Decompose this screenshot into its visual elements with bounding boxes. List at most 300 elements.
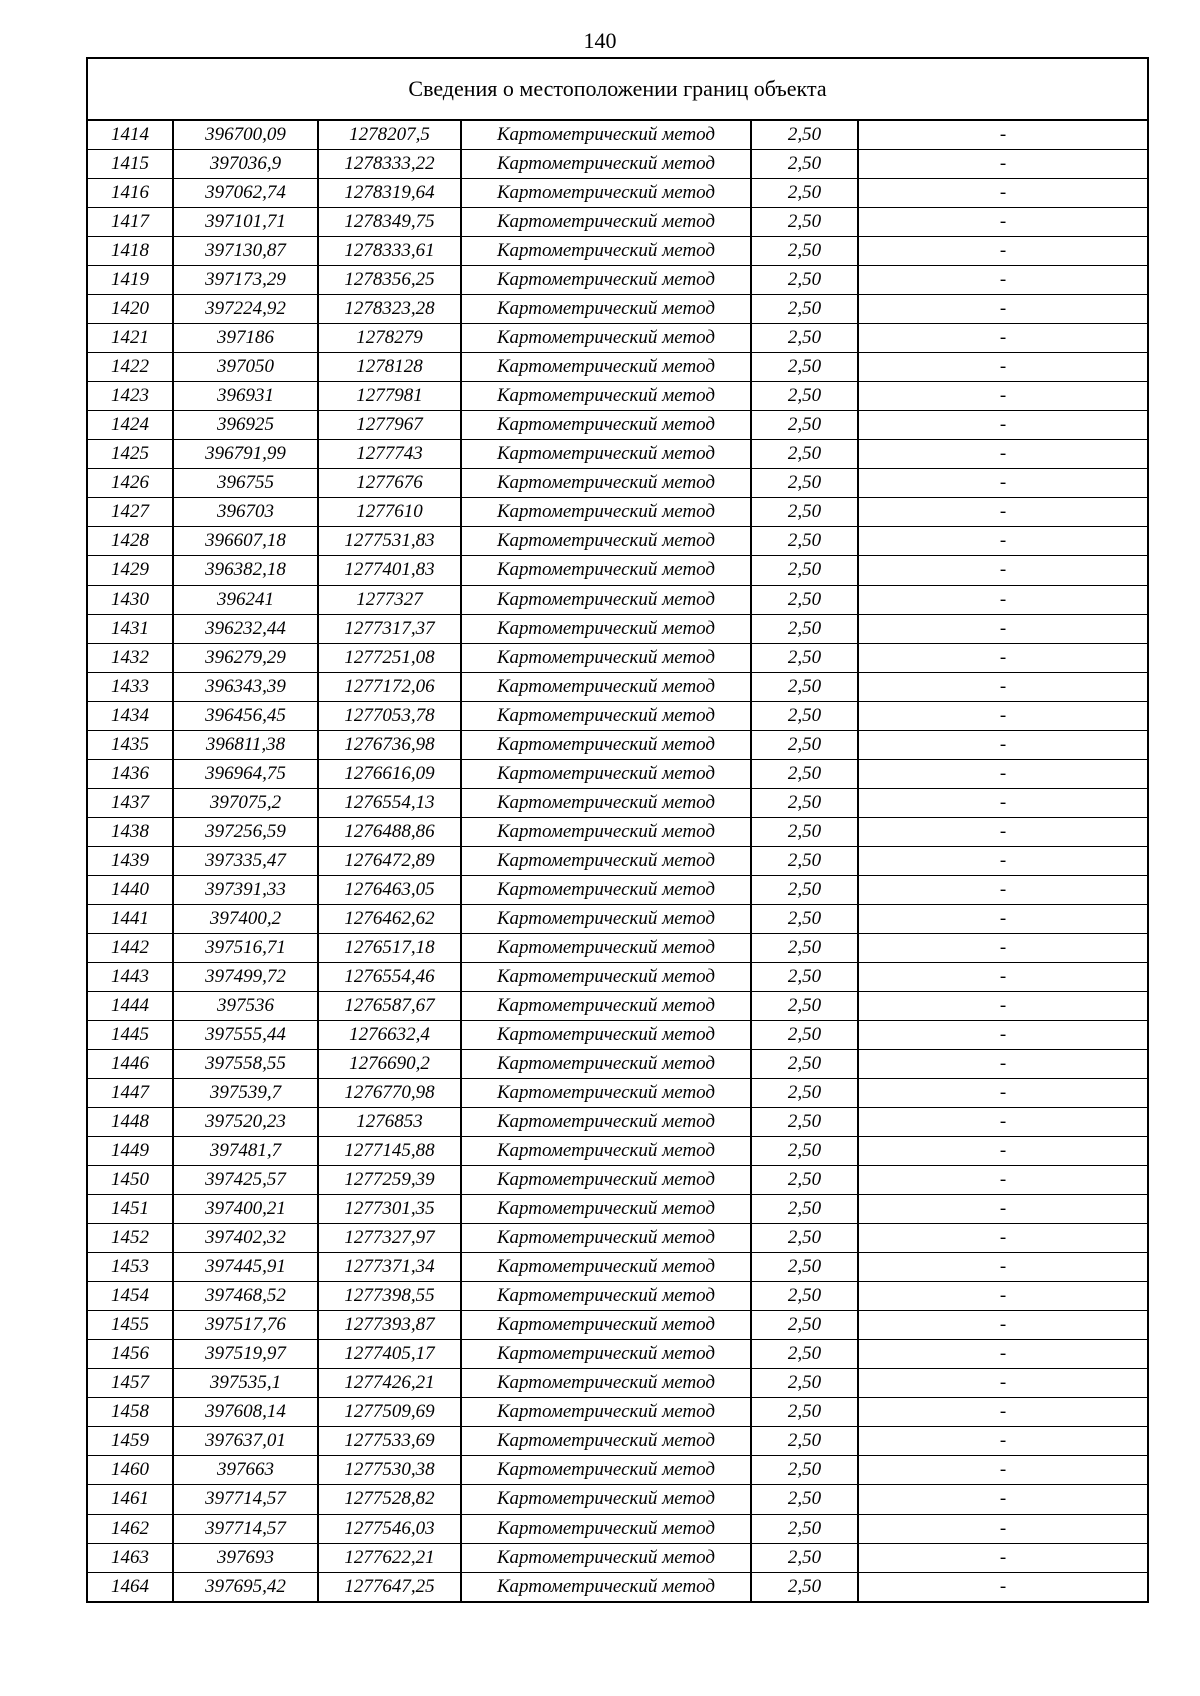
accuracy-cell: 2,50 (751, 962, 858, 991)
y-coordinate-cell: 1278128 (318, 353, 461, 382)
point-number-cell: 1461 (88, 1485, 173, 1514)
x-coordinate-cell: 397516,71 (173, 933, 318, 962)
table-row (88, 701, 1147, 730)
coordinates-table-body (88, 121, 1147, 1601)
point-number-cell: 1444 (88, 991, 173, 1020)
accuracy-cell: 2,50 (751, 295, 858, 324)
y-coordinate-cell: 1276587,67 (318, 991, 461, 1020)
y-coordinate-cell: 1276632,4 (318, 1020, 461, 1049)
y-coordinate-cell: 1277647,25 (318, 1572, 461, 1601)
accuracy-cell: 2,50 (751, 730, 858, 759)
description-cell: - (858, 846, 1147, 875)
point-number-cell: 1427 (88, 498, 173, 527)
method-cell: Картометрический метод (461, 1427, 751, 1456)
table-row (88, 208, 1147, 237)
point-number-cell: 1441 (88, 904, 173, 933)
table-row (88, 237, 1147, 266)
method-cell: Картометрический метод (461, 933, 751, 962)
point-number-cell: 1435 (88, 730, 173, 759)
y-coordinate-cell: 1278279 (318, 324, 461, 353)
point-number-cell: 1458 (88, 1398, 173, 1427)
point-number-cell: 1443 (88, 962, 173, 991)
accuracy-cell: 2,50 (751, 498, 858, 527)
x-coordinate-cell: 397608,14 (173, 1398, 318, 1427)
accuracy-cell: 2,50 (751, 1224, 858, 1253)
accuracy-cell: 2,50 (751, 1311, 858, 1340)
point-number-cell: 1433 (88, 672, 173, 701)
y-coordinate-cell: 1278323,28 (318, 295, 461, 324)
description-cell: - (858, 1166, 1147, 1195)
y-coordinate-cell: 1277426,21 (318, 1369, 461, 1398)
accuracy-cell: 2,50 (751, 1572, 858, 1601)
point-number-cell: 1448 (88, 1108, 173, 1137)
x-coordinate-cell: 397555,44 (173, 1020, 318, 1049)
description-cell: - (858, 1369, 1147, 1398)
y-coordinate-cell: 1277530,38 (318, 1456, 461, 1485)
y-coordinate-cell: 1276488,86 (318, 817, 461, 846)
accuracy-cell: 2,50 (751, 701, 858, 730)
y-coordinate-cell: 1277622,21 (318, 1543, 461, 1572)
method-cell: Картометрический метод (461, 1282, 751, 1311)
x-coordinate-cell: 397400,2 (173, 904, 318, 933)
y-coordinate-cell: 1277327,97 (318, 1224, 461, 1253)
x-coordinate-cell: 397499,72 (173, 962, 318, 991)
y-coordinate-cell: 1276853 (318, 1108, 461, 1137)
point-number-cell: 1434 (88, 701, 173, 730)
y-coordinate-cell: 1277398,55 (318, 1282, 461, 1311)
table-row (88, 585, 1147, 614)
table-row (88, 672, 1147, 701)
method-cell: Картометрический метод (461, 208, 751, 237)
y-coordinate-cell: 1277145,88 (318, 1137, 461, 1166)
y-coordinate-cell: 1277393,87 (318, 1311, 461, 1340)
table-row (88, 1369, 1147, 1398)
accuracy-cell: 2,50 (751, 1020, 858, 1049)
y-coordinate-cell: 1276517,18 (318, 933, 461, 962)
method-cell: Картометрический метод (461, 353, 751, 382)
description-cell: - (858, 701, 1147, 730)
description-cell: - (858, 266, 1147, 295)
method-cell: Картометрический метод (461, 614, 751, 643)
y-coordinate-cell: 1276472,89 (318, 846, 461, 875)
method-cell: Картометрический метод (461, 991, 751, 1020)
point-number-cell: 1418 (88, 237, 173, 266)
table-row (88, 1427, 1147, 1456)
point-number-cell: 1416 (88, 179, 173, 208)
point-number-cell: 1420 (88, 295, 173, 324)
accuracy-cell: 2,50 (751, 1398, 858, 1427)
x-coordinate-cell: 397075,2 (173, 788, 318, 817)
x-coordinate-cell: 397050 (173, 353, 318, 382)
point-number-cell: 1446 (88, 1050, 173, 1079)
y-coordinate-cell: 1276463,05 (318, 875, 461, 904)
method-cell: Картометрический метод (461, 469, 751, 498)
table-row (88, 1050, 1147, 1079)
x-coordinate-cell: 396791,99 (173, 440, 318, 469)
x-coordinate-cell: 397400,21 (173, 1195, 318, 1224)
method-cell: Картометрический метод (461, 759, 751, 788)
description-cell: - (858, 498, 1147, 527)
description-cell: - (858, 1079, 1147, 1108)
method-cell: Картометрический метод (461, 150, 751, 179)
x-coordinate-cell: 397256,59 (173, 817, 318, 846)
page-number: 140 (583, 28, 617, 53)
method-cell: Картометрический метод (461, 846, 751, 875)
table-row (88, 1137, 1147, 1166)
accuracy-cell: 2,50 (751, 150, 858, 179)
table-row (88, 1166, 1147, 1195)
point-number-cell: 1449 (88, 1137, 173, 1166)
accuracy-cell: 2,50 (751, 1456, 858, 1485)
description-cell: - (858, 556, 1147, 585)
x-coordinate-cell: 397036,9 (173, 150, 318, 179)
description-cell: - (999, 1575, 1007, 1597)
x-coordinate-cell: 397714,57 (173, 1514, 318, 1543)
method-cell: Картометрический метод (461, 556, 751, 585)
accuracy-cell: 2,50 (751, 121, 858, 150)
point-number-cell: 1456 (88, 1340, 173, 1369)
table-row (88, 933, 1147, 962)
x-coordinate-cell: 396232,44 (173, 614, 318, 643)
method-cell: Картометрический метод (461, 1195, 751, 1224)
y-coordinate-cell: 1278356,25 (318, 266, 461, 295)
method-cell: Картометрический метод (461, 1340, 751, 1369)
method-cell: Картометрический метод (461, 672, 751, 701)
description-cell: - (858, 759, 1147, 788)
y-coordinate-cell: 1277533,69 (318, 1427, 461, 1456)
description-cell: - (858, 788, 1147, 817)
x-coordinate-cell: 397539,7 (173, 1079, 318, 1108)
method-cell: Картометрический метод (461, 701, 751, 730)
y-coordinate-cell: 1277676 (318, 469, 461, 498)
point-number-cell: 1445 (88, 1020, 173, 1049)
table-row (88, 411, 1147, 440)
x-coordinate-cell: 397468,52 (173, 1282, 318, 1311)
point-number-cell: 1442 (88, 933, 173, 962)
x-coordinate-cell: 397558,55 (173, 1050, 318, 1079)
y-coordinate-cell: 1278333,61 (318, 237, 461, 266)
accuracy-cell: 2,50 (751, 469, 858, 498)
accuracy-cell: 2,50 (751, 991, 858, 1020)
x-coordinate-cell: 397224,92 (173, 295, 318, 324)
x-coordinate-cell: 397663 (173, 1456, 318, 1485)
point-number-cell: 1425 (88, 440, 173, 469)
method-cell: Картометрический метод (461, 1369, 751, 1398)
point-number-cell: 1414 (88, 121, 173, 150)
x-coordinate-cell: 396964,75 (173, 759, 318, 788)
accuracy-cell: 2,50 (751, 759, 858, 788)
method-cell: Картометрический метод (461, 1311, 751, 1340)
x-coordinate-cell: 397481,7 (173, 1137, 318, 1166)
method-cell: Картометрический метод (461, 1398, 751, 1427)
x-coordinate-cell: 396607,18 (173, 527, 318, 556)
accuracy-cell: 2,50 (751, 353, 858, 382)
accuracy-cell: 2,50 (751, 208, 858, 237)
method-cell: Картометрический метод (461, 266, 751, 295)
table-row (88, 614, 1147, 643)
table-row (88, 1079, 1147, 1108)
table-row (88, 875, 1147, 904)
point-number-cell: 1450 (88, 1166, 173, 1195)
table-row (88, 1514, 1147, 1543)
y-coordinate-cell: 1276736,98 (318, 730, 461, 759)
table-row (88, 962, 1147, 991)
description-cell: - (858, 179, 1147, 208)
method-cell: Картометрический метод (461, 817, 751, 846)
x-coordinate-cell: 397693 (173, 1543, 318, 1572)
point-number-cell: 1451 (88, 1195, 173, 1224)
point-number-cell: 1432 (88, 643, 173, 672)
y-coordinate-cell: 1277259,39 (318, 1166, 461, 1195)
y-coordinate-cell: 1277546,03 (318, 1514, 461, 1543)
method-cell: Картометрический метод (461, 1456, 751, 1485)
point-number-cell: 1460 (88, 1456, 173, 1485)
method-cell: Картометрический метод (461, 1572, 751, 1601)
description-cell: - (858, 1253, 1147, 1282)
accuracy-cell: 2,50 (751, 382, 858, 411)
x-coordinate-cell: 397425,57 (173, 1166, 318, 1195)
x-coordinate-cell: 397101,71 (173, 208, 318, 237)
coordinates-table (88, 121, 1147, 1601)
table-row (88, 1224, 1147, 1253)
point-number-cell: 1459 (88, 1427, 173, 1456)
method-cell: Картометрический метод (461, 1224, 751, 1253)
method-cell: Картометрический метод (461, 962, 751, 991)
accuracy-cell: 2,50 (751, 324, 858, 353)
point-number-cell: 1440 (88, 875, 173, 904)
description-cell: - (858, 1340, 1147, 1369)
accuracy-cell: 2,50 (751, 1543, 858, 1572)
accuracy-cell: 2,50 (751, 1369, 858, 1398)
point-number-cell: 1453 (88, 1253, 173, 1282)
y-coordinate-cell: 1277251,08 (318, 643, 461, 672)
description-cell: - (858, 1108, 1147, 1137)
point-number-cell: 1437 (88, 788, 173, 817)
method-cell: Картометрический метод (461, 1166, 751, 1195)
x-coordinate-cell: 396279,29 (173, 643, 318, 672)
point-number-cell: 1463 (88, 1543, 173, 1572)
x-coordinate-cell: 396703 (173, 498, 318, 527)
method-cell: Картометрический метод (461, 1108, 751, 1137)
table-row (88, 324, 1147, 353)
point-number-cell: 1421 (88, 324, 173, 353)
method-cell: Картометрический метод (461, 324, 751, 353)
table-row (88, 353, 1147, 382)
accuracy-cell: 2,50 (751, 1253, 858, 1282)
y-coordinate-cell: 1278333,22 (318, 150, 461, 179)
table-row (88, 1340, 1147, 1369)
accuracy-cell: 2,50 (751, 1514, 858, 1543)
method-cell: Картометрический метод (461, 1137, 751, 1166)
description-cell: - (858, 1050, 1147, 1079)
x-coordinate-cell: 397402,32 (173, 1224, 318, 1253)
y-coordinate-cell: 1276554,13 (318, 788, 461, 817)
y-coordinate-cell: 1278319,64 (318, 179, 461, 208)
y-coordinate-cell: 1277610 (318, 498, 461, 527)
x-coordinate-cell: 397186 (173, 324, 318, 353)
point-number-cell: 1431 (88, 614, 173, 643)
description-cell: - (858, 1543, 1147, 1572)
accuracy-cell: 2,50 (751, 411, 858, 440)
y-coordinate-cell: 1277053,78 (318, 701, 461, 730)
accuracy-cell: 2,50 (751, 1340, 858, 1369)
y-coordinate-cell: 1277371,34 (318, 1253, 461, 1282)
method-cell: Картометрический метод (461, 1079, 751, 1108)
accuracy-cell: 2,50 (751, 266, 858, 295)
x-coordinate-cell: 397445,91 (173, 1253, 318, 1282)
x-coordinate-cell: 397130,87 (173, 237, 318, 266)
description-cell: - (858, 991, 1147, 1020)
y-coordinate-cell: 1277172,06 (318, 672, 461, 701)
point-number-cell: 1429 (88, 556, 173, 585)
x-coordinate-cell: 397695,42 (173, 1572, 318, 1601)
x-coordinate-cell: 397536 (173, 991, 318, 1020)
description-cell: - (858, 1456, 1147, 1485)
method-cell: Картометрический метод (461, 643, 751, 672)
table-row (88, 382, 1147, 411)
method-cell: Картометрический метод (461, 121, 751, 150)
accuracy-cell: 2,50 (751, 875, 858, 904)
method-cell: Картометрический метод (461, 1543, 751, 1572)
x-coordinate-cell: 396382,18 (173, 556, 318, 585)
point-number-cell: 1430 (88, 585, 173, 614)
table-row (88, 556, 1147, 585)
method-cell: Картометрический метод (461, 904, 751, 933)
y-coordinate-cell: 1278349,75 (318, 208, 461, 237)
point-number-cell: 1426 (88, 469, 173, 498)
description-cell: - (858, 527, 1147, 556)
y-coordinate-cell: 1277317,37 (318, 614, 461, 643)
point-number-cell: 1455 (88, 1311, 173, 1340)
description-cell: - (858, 411, 1147, 440)
description-cell: - (858, 817, 1147, 846)
point-number-cell: 1464 (88, 1572, 173, 1601)
point-number-cell: 1424 (88, 411, 173, 440)
description-cell: - (858, 730, 1147, 759)
method-cell: Картометрический метод (461, 730, 751, 759)
description-cell: - (858, 353, 1147, 382)
description-cell: - (858, 585, 1147, 614)
point-number-cell: 1436 (88, 759, 173, 788)
table-row (88, 817, 1147, 846)
table-row (88, 469, 1147, 498)
x-coordinate-cell: 396343,39 (173, 672, 318, 701)
table-row (88, 1253, 1147, 1282)
point-number-cell: 1428 (88, 527, 173, 556)
table-row (88, 1543, 1147, 1572)
method-cell: Картометрический метод (461, 1020, 751, 1049)
method-cell: Картометрический метод (461, 1050, 751, 1079)
accuracy-cell: 2,50 (751, 1485, 858, 1514)
y-coordinate-cell: 1277531,83 (318, 527, 461, 556)
x-coordinate-cell: 397520,23 (173, 1108, 318, 1137)
table-row (88, 846, 1147, 875)
description-cell: - (858, 904, 1147, 933)
accuracy-cell: 2,50 (751, 1195, 858, 1224)
accuracy-cell: 2,50 (751, 585, 858, 614)
table-row (88, 1311, 1147, 1340)
description-cell: - (858, 440, 1147, 469)
method-cell: Картометрический метод (461, 382, 751, 411)
description-cell: - (858, 121, 1147, 150)
y-coordinate-cell: 1276770,98 (318, 1079, 461, 1108)
description-cell: - (858, 382, 1147, 411)
y-coordinate-cell: 1277967 (318, 411, 461, 440)
description-cell: - (858, 324, 1147, 353)
y-coordinate-cell: 1277327 (318, 585, 461, 614)
point-number-cell: 1419 (88, 266, 173, 295)
accuracy-cell: 2,50 (751, 1166, 858, 1195)
point-number-cell: 1423 (88, 382, 173, 411)
table-row (88, 991, 1147, 1020)
method-cell: Картометрический метод (461, 498, 751, 527)
accuracy-cell: 2,50 (751, 1079, 858, 1108)
x-coordinate-cell: 397335,47 (173, 846, 318, 875)
accuracy-cell: 2,50 (751, 1282, 858, 1311)
x-coordinate-cell: 397519,97 (173, 1340, 318, 1369)
table-row (88, 121, 1147, 150)
table-row (88, 527, 1147, 556)
point-number-cell: 1438 (88, 817, 173, 846)
point-number-cell: 1462 (88, 1514, 173, 1543)
method-cell: Картометрический метод (461, 237, 751, 266)
description-cell: - (858, 1020, 1147, 1049)
x-coordinate-cell: 396925 (173, 411, 318, 440)
method-cell: Картометрический метод (461, 295, 751, 324)
coordinates-table-frame (86, 57, 1149, 1603)
description-cell: - (858, 150, 1147, 179)
table-row (88, 1108, 1147, 1137)
table-title: Сведения о местоположении границ объекта (88, 59, 1147, 121)
y-coordinate-cell: 1276690,2 (318, 1050, 461, 1079)
description-cell: - (858, 1514, 1147, 1543)
x-coordinate-cell: 396811,38 (173, 730, 318, 759)
point-number-cell: 1452 (88, 1224, 173, 1253)
accuracy-cell: 2,50 (751, 1137, 858, 1166)
x-coordinate-cell: 397391,33 (173, 875, 318, 904)
x-coordinate-cell: 396456,45 (173, 701, 318, 730)
y-coordinate-cell: 1277301,35 (318, 1195, 461, 1224)
method-cell: Картометрический метод (461, 1253, 751, 1282)
point-number-cell: 1439 (88, 846, 173, 875)
description-cell: - (858, 295, 1147, 324)
description-cell: - (858, 962, 1147, 991)
description-cell: - (858, 875, 1147, 904)
table-row (88, 1456, 1147, 1485)
description-cell: - (858, 469, 1147, 498)
table-row (88, 1485, 1147, 1514)
table-row (88, 1572, 1147, 1601)
table-row (88, 788, 1147, 817)
description-cell: - (858, 208, 1147, 237)
accuracy-cell: 2,50 (751, 846, 858, 875)
x-coordinate-cell: 396755 (173, 469, 318, 498)
point-number-cell: 1454 (88, 1282, 173, 1311)
table-row (88, 295, 1147, 324)
accuracy-cell: 2,50 (751, 788, 858, 817)
y-coordinate-cell: 1276616,09 (318, 759, 461, 788)
point-number-cell: 1422 (88, 353, 173, 382)
x-coordinate-cell: 396931 (173, 382, 318, 411)
description-cell: - (858, 1485, 1147, 1514)
table-row (88, 1398, 1147, 1427)
accuracy-cell: 2,50 (751, 904, 858, 933)
y-coordinate-cell: 1277981 (318, 382, 461, 411)
table-row (88, 1282, 1147, 1311)
table-row (88, 730, 1147, 759)
x-coordinate-cell: 397637,01 (173, 1427, 318, 1456)
method-cell: Картометрический метод (461, 875, 751, 904)
